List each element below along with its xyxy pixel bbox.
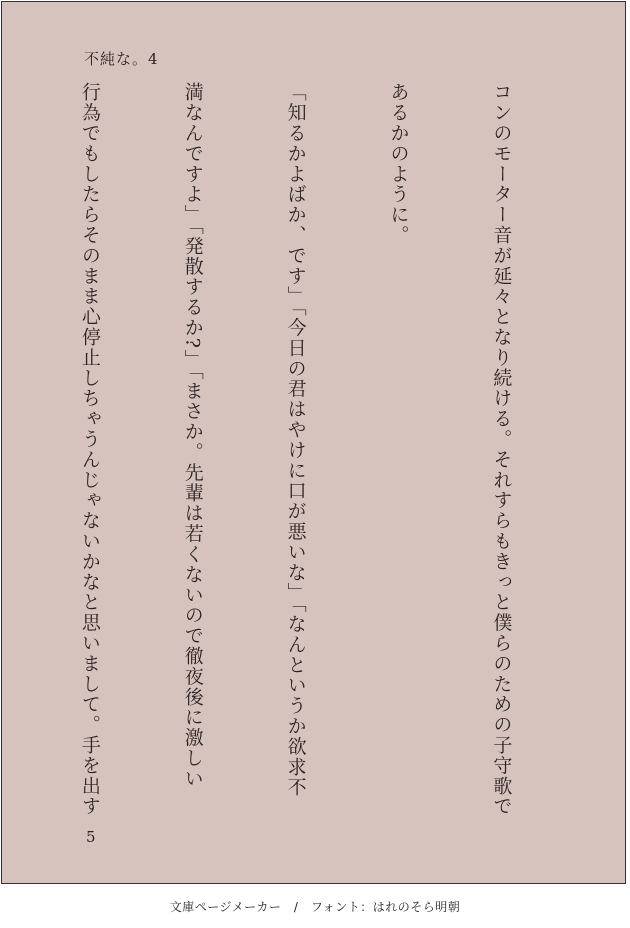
text-line: 満なんですよ」「発散するか?」「まさか。先輩は若くないので徹夜後に激しい	[181, 82, 204, 789]
text-line: コンのモーター音が延々となり続ける。それすらもきっと僕らのための子守歌で	[490, 82, 513, 817]
text-line: あるかのように。	[387, 82, 410, 246]
page-number: 5	[86, 828, 96, 846]
text-line	[0, 82, 4, 802]
text-line: 「知るかよばか、です」「今日の君はやけに口が悪いな」「なんというか欲求不	[284, 82, 307, 798]
footer-credit: 文庫ページメーカー / フォント：はれのそら明朝	[169, 900, 461, 914]
book-page	[1, 1, 626, 884]
chapter-header: 不純な。4	[84, 50, 159, 68]
text-line: 行為でもしたらそのまま心停止しちゃうんじゃないかなと思いまして。手を出す	[78, 82, 101, 817]
vertical-body-text	[0, 82, 587, 817]
